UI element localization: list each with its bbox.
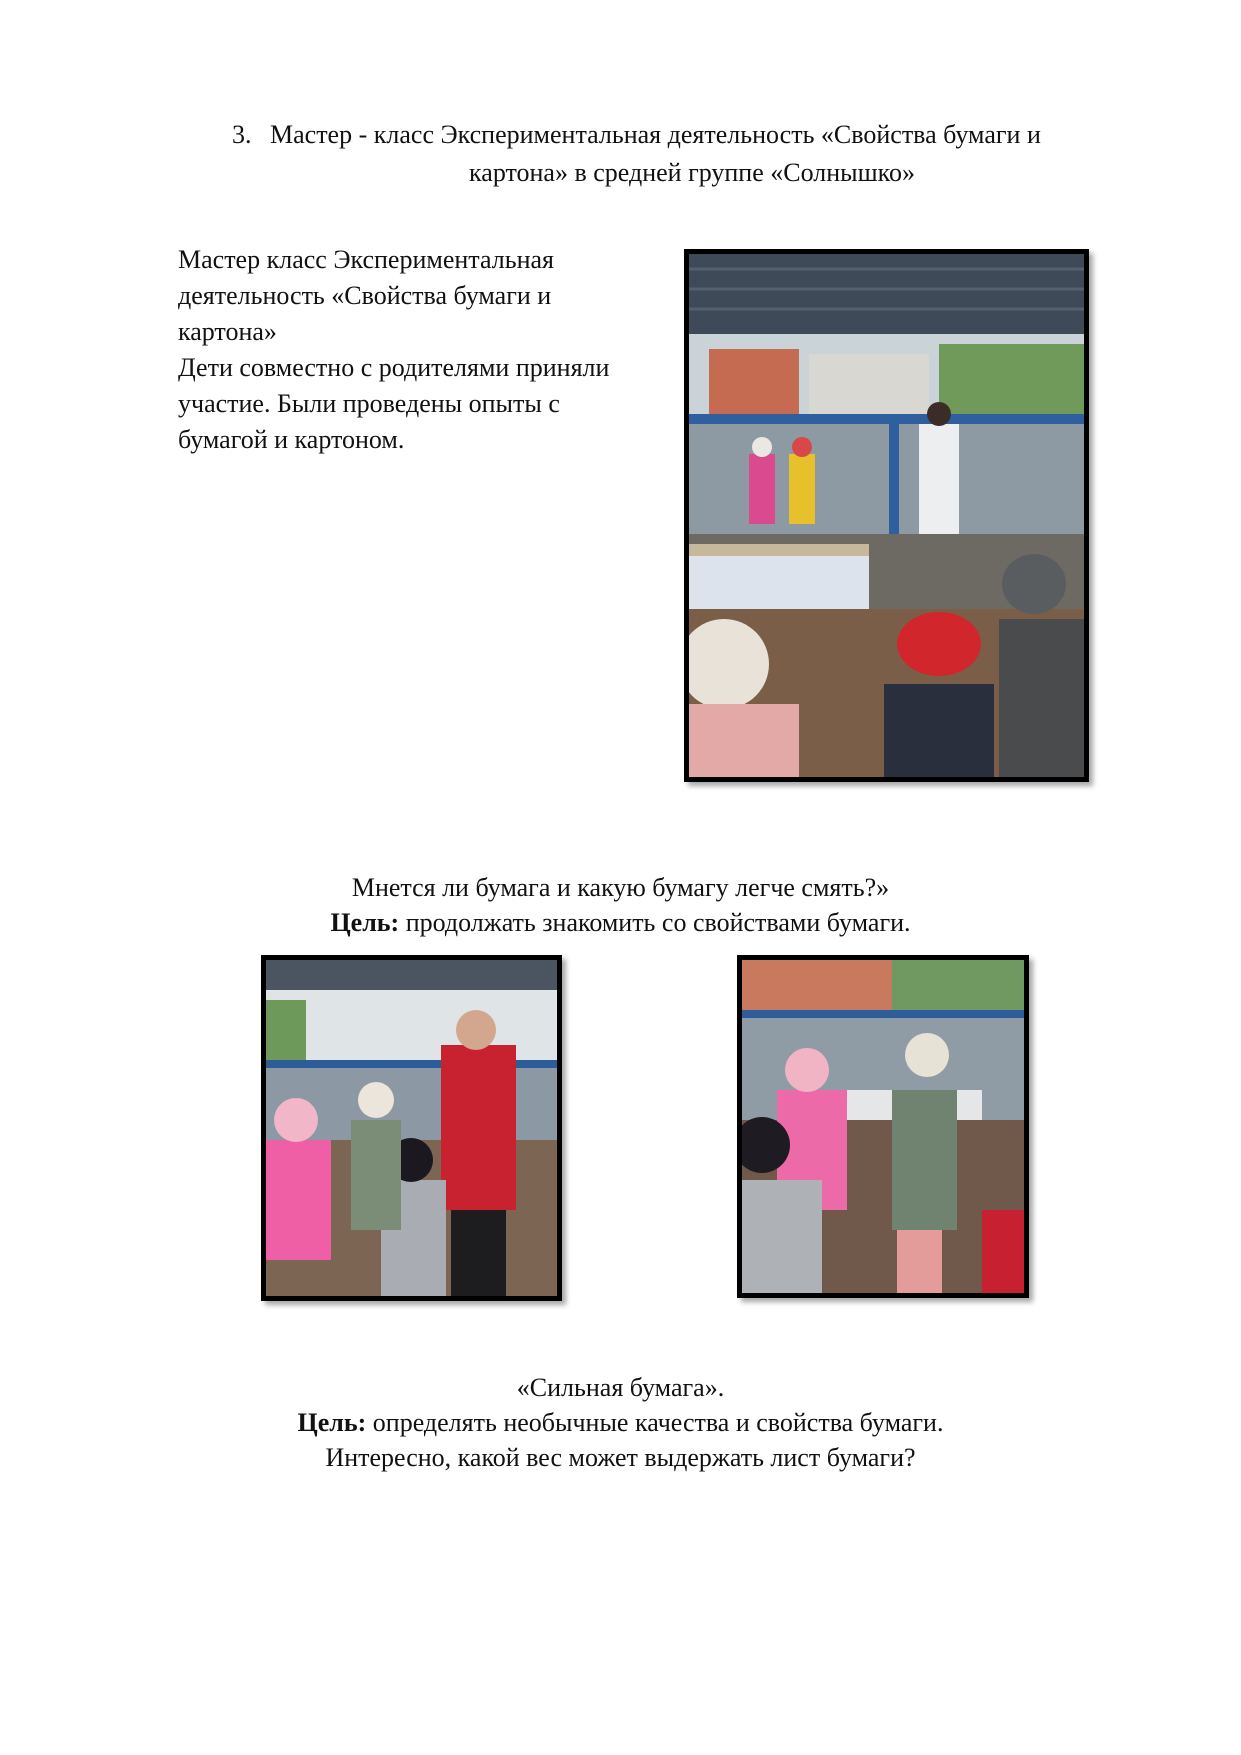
- intro-line-1: Мастер класс Экспериментальная: [178, 245, 554, 274]
- photo-main-image: [689, 254, 1084, 777]
- experiment-1-caption: [0, 870, 1241, 940]
- experiment-2-title: «Сильная бумага».: [516, 1373, 725, 1402]
- intro-line-3: картона»: [178, 317, 277, 346]
- section-heading: [232, 116, 1152, 192]
- intro-line-2: деятельность «Свойства бумаги и: [178, 281, 552, 310]
- intro-line-6: бумагой и картоном.: [178, 425, 405, 454]
- experiment-1-goal: [0, 905, 1241, 940]
- photo-left-image: [266, 960, 557, 1296]
- photo-main: [684, 249, 1089, 782]
- heading-line-2: картона» в средней группе «Солнышко»: [469, 158, 915, 187]
- intro-line-5: участие. Были проведены опыты с: [178, 389, 560, 418]
- photo-left: [261, 955, 562, 1301]
- photo-right: [737, 955, 1029, 1298]
- goal-text-2: определять необычные качества и свойства бумаги.: [366, 1408, 944, 1437]
- goal-label-2: Цель:: [297, 1408, 367, 1437]
- goal-label: Цель:: [330, 908, 400, 937]
- experiment-2-goal: [0, 1405, 1241, 1440]
- goal-text: продолжать знакомить со свойствами бумаги.: [399, 908, 911, 937]
- experiment-2-caption: [0, 1370, 1241, 1475]
- experiment-1-title: Мнется ли бумага и какую бумагу легче смять?»: [351, 873, 890, 902]
- intro-line-4: Дети совместно с родителями приняли: [178, 353, 610, 382]
- photo-right-image: [742, 960, 1024, 1293]
- heading-line-1: Мастер - класс Экспериментальная деятельность «Свойства бумаги и: [270, 120, 1041, 149]
- experiment-2-question: Интересно, какой вес может выдержать лист бумаги?: [325, 1443, 916, 1472]
- intro-text: [178, 242, 678, 458]
- section-number: 3.: [232, 120, 252, 149]
